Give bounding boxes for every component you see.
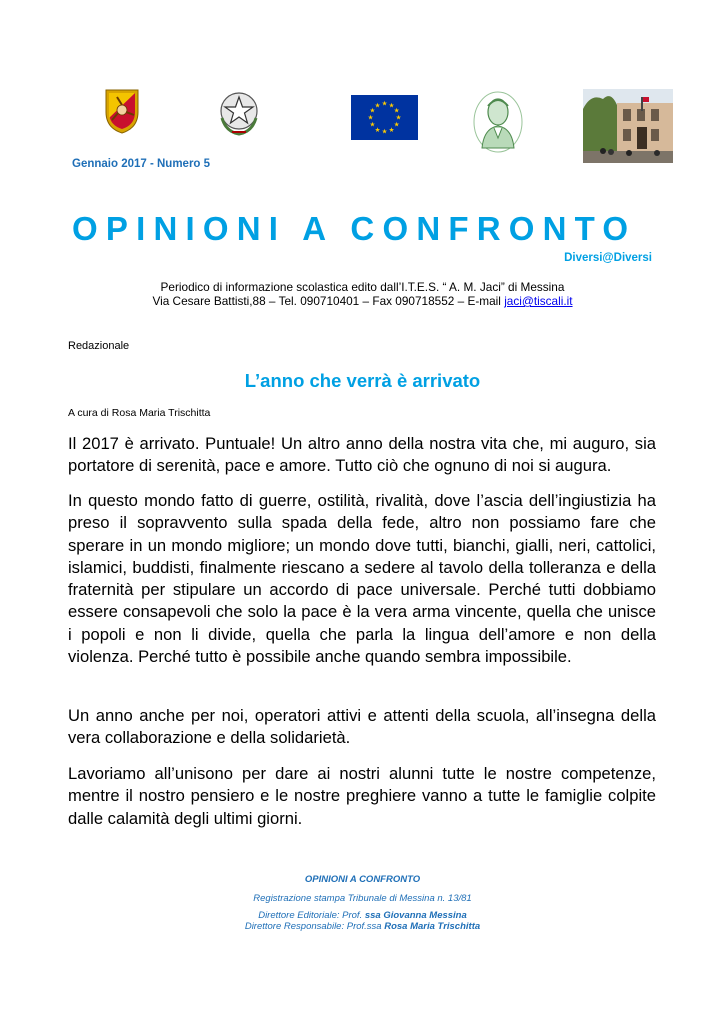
- manager-name: Rosa Maria Trischitta: [384, 921, 481, 932]
- manager-label: Direttore Responsabile: Prof.ssa: [244, 921, 385, 932]
- article-byline: A cura di Rosa Maria Trischitta: [68, 407, 211, 419]
- section-label: Redazionale: [68, 340, 130, 352]
- article-paragraph-3: Un anno anche per noi, operatori attivi e attenti della scuola, all’insegna della vera collaborazione e della solidarietà.: [68, 706, 656, 748]
- email-link[interactable]: jaci@tiscali.it: [504, 294, 573, 308]
- colophon-editor: [0, 910, 725, 921]
- publisher-line-2: [0, 294, 725, 308]
- eu-star-icon: ★: [388, 102, 395, 110]
- sicily-region-emblem: [104, 88, 140, 134]
- article-paragraph-1: Il 2017 è arrivato. Puntuale! Un altro anno della nostra vita che, mi auguro, sia portatore di serenità, pace e amore. Tutto ciò che ognuno di noi si augura.: [68, 434, 656, 476]
- eu-star-icon: ★: [374, 102, 381, 110]
- eu-star-icon: ★: [381, 100, 388, 108]
- eu-star-icon: ★: [381, 128, 388, 136]
- eu-star-icon: ★: [367, 114, 374, 122]
- eu-star-icon: ★: [369, 107, 376, 115]
- colophon-title: OPINIONI A CONFRONTO: [304, 874, 421, 885]
- eu-star-icon: ★: [393, 121, 400, 129]
- article-headline: L’anno che verrà è arrivato: [244, 370, 481, 391]
- publisher-contacts: Via Cesare Battisti,88 – Tel. 090710401 – Fax 090718552 – E-mail: [152, 294, 505, 308]
- editor-label: Direttore Editoriale: Prof.: [258, 910, 365, 921]
- colophon-registration: Registrazione stampa Tribunale di Messina n. 13/81: [253, 893, 472, 904]
- colophon: [0, 874, 725, 932]
- publisher-line-1: Periodico di informazione scolastica edito dall’I.T.E.S. “ A. M. Jaci” di Messina: [160, 280, 565, 294]
- eu-star-icon: ★: [388, 126, 395, 134]
- italian-republic-emblem: [216, 88, 262, 138]
- colophon-manager: [0, 921, 725, 932]
- eu-flag: [351, 95, 418, 140]
- founder-portrait: [472, 88, 524, 154]
- editor-name: ssa Giovanna Messina: [364, 910, 467, 921]
- eu-star-icon: ★: [395, 114, 402, 122]
- eu-star-icon: ★: [369, 121, 376, 129]
- eu-star-icon: ★: [393, 107, 400, 115]
- eu-star-icon: ★: [374, 126, 381, 134]
- issue-info: Gennaio 2017 - Numero 5: [72, 158, 211, 170]
- article-paragraph-2: In questo mondo fatto di guerre, ostilità, rivalità, dove l’ascia dell’ingiustizia ha preso il sopravvento sulla spada della fede, altro non possiamo fare che sperare in un mondo migliore; un mondo dove tutti, bianchi, gialli, neri, cattolici, islamici, buddisti, finalmente riescano a sedere al tavolo della tolleranza e della fraternità per stipulare un accordo di pace universale. Perché tutti dobbiamo essere consapevoli che solo la pace è la vera arma vincente, quella che unisce i popoli e non li divide, quella che parla la lingua dell’amore e non della violenza. Perché tutto è possibile anche quando sembra impossibile.: [68, 491, 656, 667]
- article-paragraph-4: Lavoriamo all’unisono per dare ai nostri alunni tutte le nostre competenze, mentre il nostro pensiero e le nostre preghiere vanno a tutte le famiglie colpite dalle calamità degli ultimi giorni.: [68, 764, 656, 828]
- publisher-info: [0, 280, 725, 308]
- motto: Diversi@Diversi: [564, 252, 652, 264]
- school-building-photo: [583, 89, 673, 163]
- newspaper-title: OPINIONI A CONFRONTO: [72, 210, 637, 247]
